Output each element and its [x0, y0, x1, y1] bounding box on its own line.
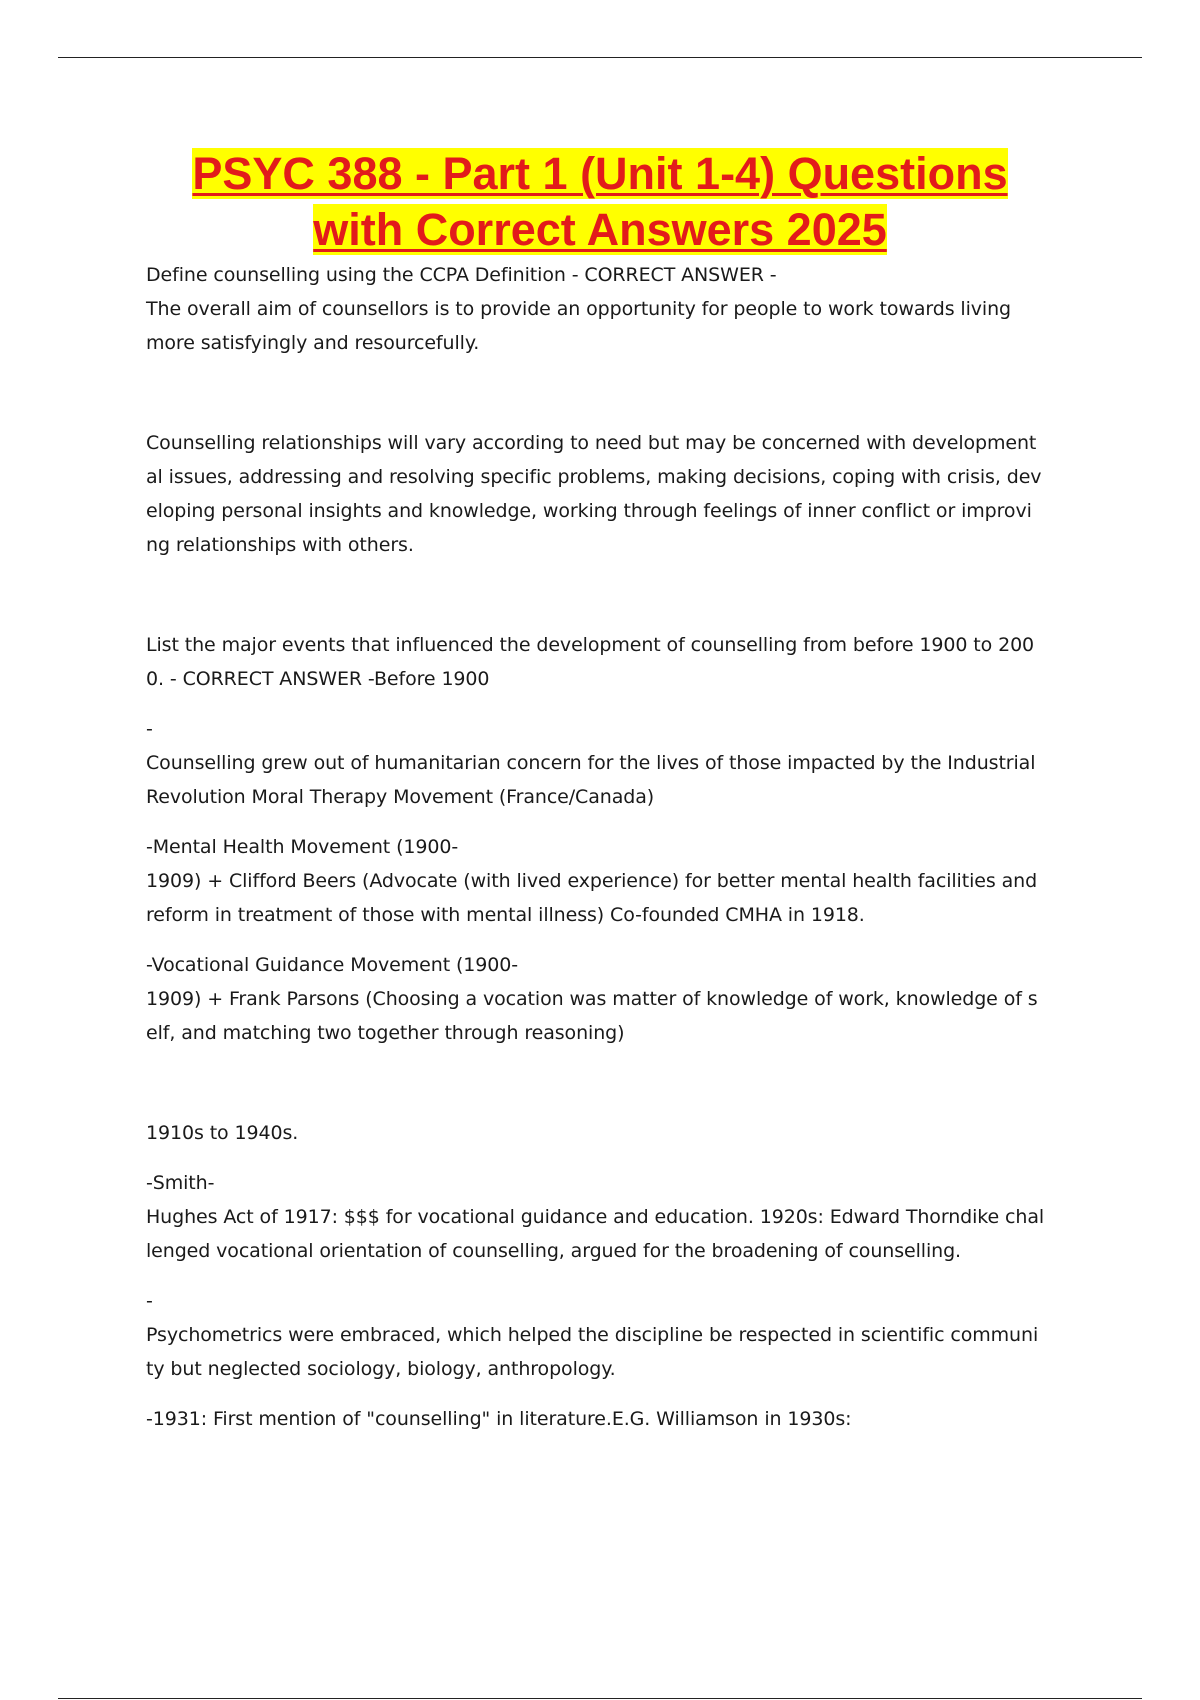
document-body	[146, 258, 1090, 1436]
paragraph-1931: -1931: First mention of "counselling" in literature.E.G. Williamson in 1930s:	[146, 1408, 852, 1430]
top-rule	[58, 57, 1142, 58]
paragraph-counselling-relationships: Counselling relationships will vary according to need but may be concerned with development al issues, addressing and resolving specific problems, making decisions, coping with crisis, dev eloping personal insights and knowledge, working through feelings of inner conflict or improvi ng relationships with others.	[146, 432, 1042, 556]
paragraph-ccpa-definition: Define counselling using the CCPA Definition - CORRECT ANSWER - The overall aim of counsellors is to provide an opportunity for people to work towards living more satisfyingly and resourcefully.	[146, 264, 1012, 354]
paragraph-dash: -	[146, 1290, 153, 1312]
bottom-rule	[58, 1698, 1142, 1699]
document-title	[0, 146, 1200, 258]
paragraph-major-events-question: List the major events that influenced the development of counselling from before 1900 to 200 0. - CORRECT ANSWER -Before 1900	[146, 634, 1035, 690]
paragraph-mental-health-movement: -Mental Health Movement (1900- 1909) + Clifford Beers (Advocate (with lived experience) for better mental health facilities and reform in treatment of those with mental illness) Co-founded CMHA in 1918.	[146, 836, 1038, 926]
paragraph-psychometrics: Psychometrics were embraced, which helped the discipline be respected in scientific communi ty but neglected sociology, biology, anthropology.	[146, 1324, 1039, 1380]
title-line-2: with Correct Answers 2025	[313, 204, 887, 255]
paragraph-humanitarian-concern: Counselling grew out of humanitarian concern for the lives of those impacted by the Industrial Revolution Moral Therapy Movement (France/Canada)	[146, 752, 1036, 808]
paragraph-dash: -	[146, 718, 153, 740]
paragraph-vocational-guidance: -Vocational Guidance Movement (1900- 1909) + Frank Parsons (Choosing a vocation was matter of knowledge of work, knowledge of s elf, and matching two together through reasoning)	[146, 954, 1038, 1044]
paragraph-1910s-1940s: 1910s to 1940s.	[146, 1122, 299, 1144]
paragraph-smith-hughes: -Smith- Hughes Act of 1917: $$$ for vocational guidance and education. 1920s: Edward Thorndike chal lenged vocational orientation of counselling, argued for the broadening of counselling.	[146, 1172, 1045, 1262]
title-line-1: PSYC 388 - Part 1 (Unit 1-4) Questions	[192, 148, 1008, 199]
